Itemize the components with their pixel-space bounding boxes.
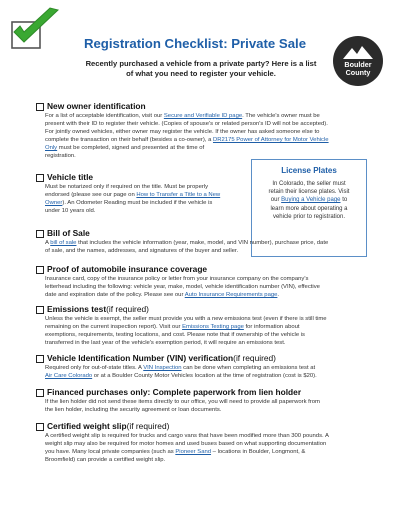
link-transfer-title-cont[interactable]: Owner <box>45 200 63 207</box>
checkbox-icon[interactable] <box>36 355 44 363</box>
section-heading: Vehicle Identification Number (VIN) verification (if required) <box>36 353 366 364</box>
page-title: Registration Checklist: Private Sale <box>83 36 307 51</box>
section-heading: Bill of Sale <box>36 228 366 239</box>
link-vin-inspection[interactable]: VIN Inspection <box>143 365 182 371</box>
sidebar-text: In Colorado, the seller must retain their license plates. Visit our Buying a Vehicle page to learn more about operating a vehicle prior to registration. <box>268 181 350 220</box>
section-weight-slip <box>36 421 366 464</box>
checkbox-icon[interactable] <box>36 306 44 314</box>
section-body: A bill of sale that includes the vehicle information (year, make, model, and VIN number), purchase price, date of sale, and the names, addresses, and signatures of the buyer and seller. <box>45 240 329 255</box>
checkbox-icon[interactable] <box>36 103 44 111</box>
section-bill-of-sale <box>36 228 366 255</box>
section-body: Unless the vehicle is exempt, the seller must provide you with a new emissions test (even if there is still time remaining on the current inspection report). Visit our Emissions Testing page for information about exemptions, requirements, testing locations, and cost. Please note that if ownership of the vehicle is transferred in the last year of the vehicle's exemption period, it will require an emissions test. <box>45 316 327 347</box>
link-transfer-title[interactable]: How to Transfer a Title to a New <box>136 192 221 199</box>
boulder-county-logo: Boulder County <box>333 36 383 86</box>
section-heading: Certified weight slip (if required) <box>36 421 366 432</box>
section-heading: Financed purchases only: Complete paperwork from lien holder <box>36 387 366 398</box>
link-dr2175[interactable]: DR2175 Power of Attorney for Motor Vehicle <box>212 137 329 144</box>
link-auto-insurance[interactable]: Auto Insurance Requirements page <box>184 292 278 299</box>
link-bill-of-sale[interactable]: bill of sale <box>50 240 77 246</box>
section-financed <box>36 387 366 414</box>
checkbox-icon[interactable] <box>36 389 44 397</box>
link-buying-vehicle[interactable]: Buying a Vehicle page <box>281 197 341 204</box>
section-heading: Proof of automobile insurance coverage <box>36 264 366 275</box>
checkbox-icon[interactable] <box>36 266 44 274</box>
checkbox-icon[interactable] <box>36 230 44 238</box>
section-body: Insurance card, copy of the insurance policy or letter from your insurance company on the company's letterhead including the following: vehicle year, make, model, vehicle identification number (VIN), effective date and expiration date of the policy. Please see our Auto Insurance Requirements page. <box>45 276 320 299</box>
section-heading: New owner identification <box>36 101 366 112</box>
section-emissions <box>36 304 366 347</box>
section-body: A certified weight slip is required for trucks and cargo vans that have been modified more than 300 pounds. A weight slip may also be required for motor homes and used buses based on what supporting documentation you have. Many local private companies (such as Pioneer Sand – locations in Boulder, Longmont, & Broomfield) can provide a certified weight slip. <box>45 433 329 464</box>
section-body: Must be notarized only if required on the title. Must be properly endorsed (please see our page on How to Transfer a Title to a New Owner). An Odometer Reading must be included if the vehicle is under 10 years old. <box>45 184 221 215</box>
section-body: If the lien holder did not send these items directly to our office, you will need to provide all paperwork from the lien holder, including the security agreement or loan documents. <box>45 399 320 414</box>
mountain-icon <box>341 44 375 60</box>
link-dr2175-cont[interactable]: Only <box>45 145 58 152</box>
checkbox-icon[interactable] <box>36 174 44 182</box>
section-heading: Vehicle title <box>36 172 248 183</box>
section-body: For a list of acceptable identification, visit our Secure and Verifiable ID page. The vehicle's owner must be present with their ID to register their vehicle. (Copies of spouse's or related person's ID will not be accepted). For jointly owned vehicles, either owner may register the vehicle. If the owner has asked someone else to complete the transaction on their behalf (besides a co-owner), a DR2175 Power of Attorney for Motor Vehicle Only must be completed, signed and presented at the time of registration. <box>45 113 329 160</box>
sidebar-title: License Plates <box>281 166 337 175</box>
checkbox-icon[interactable] <box>36 423 44 431</box>
page-header <box>0 0 400 100</box>
section-insurance <box>36 264 366 299</box>
link-secure-id[interactable]: Secure and Verifiable ID page <box>163 113 243 119</box>
section-body: Required only for out-of-state titles. A VIN Inspection can be done when completing an emissions test at Air Care Colorado or at a Boulder County Motor Vehicles location at the time of registration (cost is $20). <box>45 365 317 380</box>
checkmark-icon <box>6 6 62 52</box>
section-owner-id <box>36 101 366 161</box>
link-emissions-testing[interactable]: Emissions Testing page <box>182 324 244 331</box>
page-subtitle: Recently purchased a vehicle from a private party? Here is a list of what you need to register your vehicle. <box>85 59 317 78</box>
link-air-care[interactable]: Air Care Colorado <box>45 373 93 380</box>
section-vehicle-title <box>36 172 248 215</box>
section-heading: Emissions test (if required) <box>36 304 366 315</box>
link-pioneer-sand[interactable]: Pioneer Sand <box>175 449 212 456</box>
section-vin <box>36 353 366 380</box>
